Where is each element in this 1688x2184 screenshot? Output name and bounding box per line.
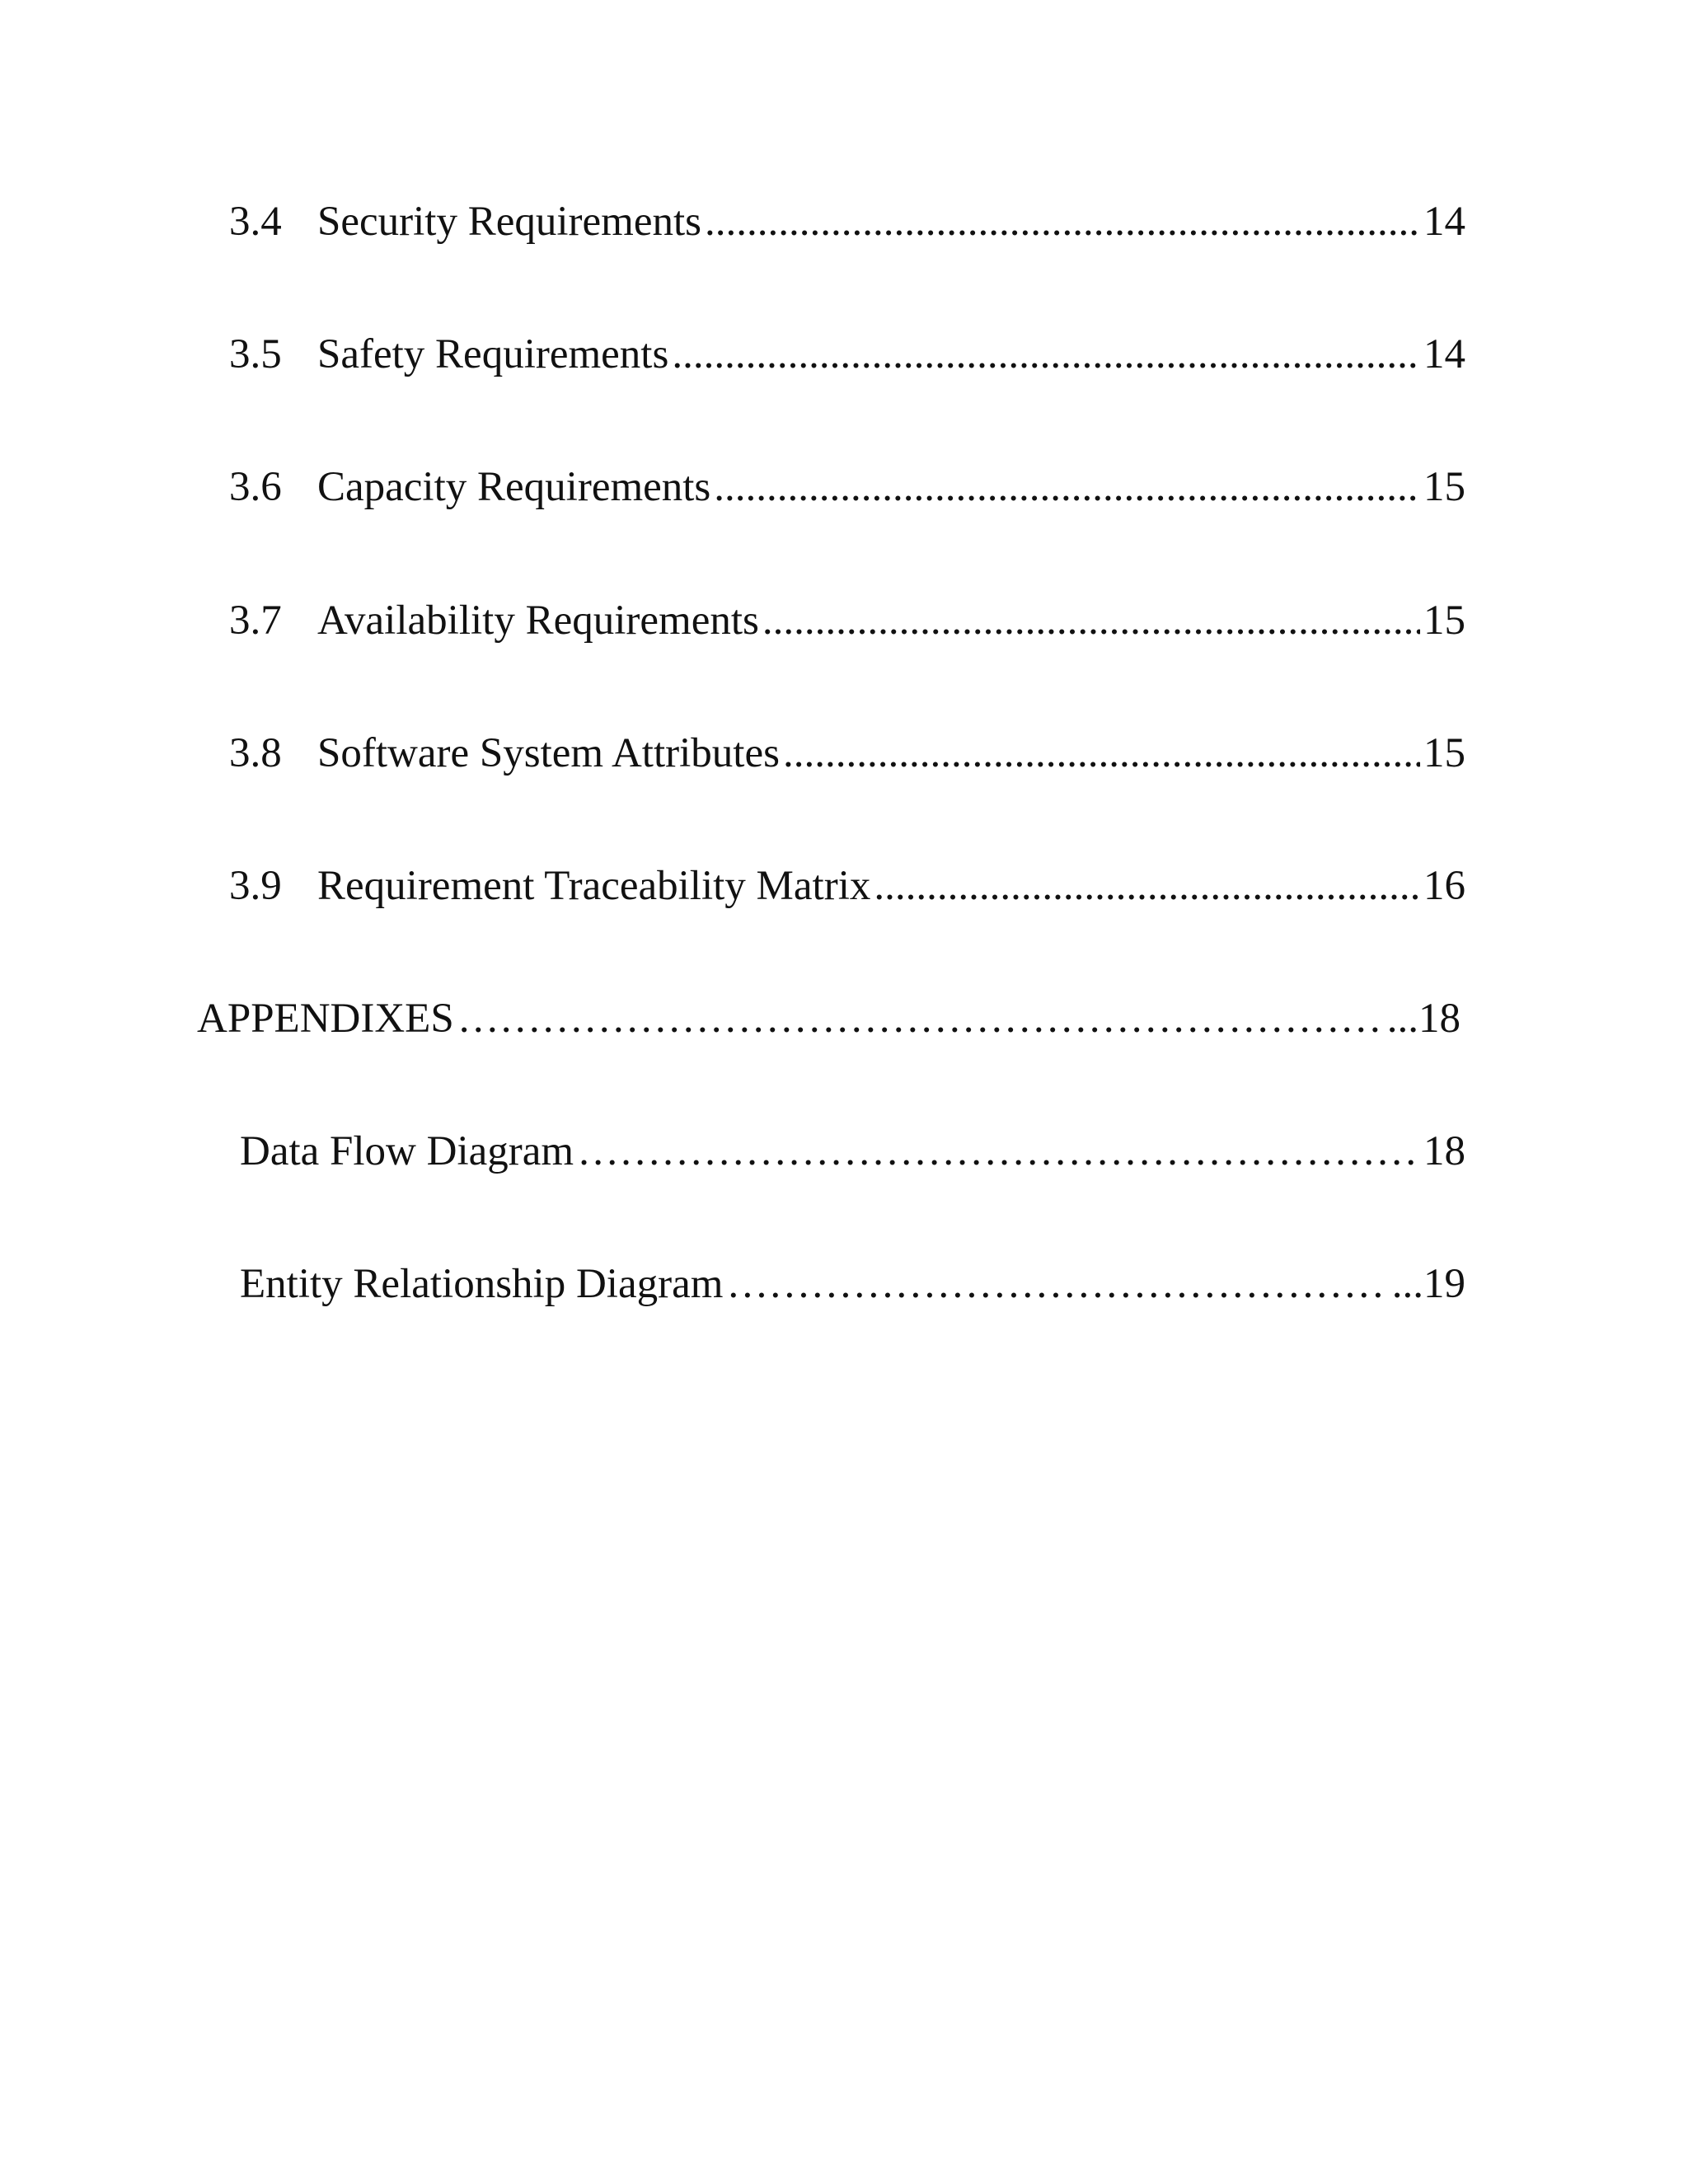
toc-entry-appendixes[interactable]: [197, 986, 1461, 1052]
toc-dot-leader: [577, 1118, 1420, 1184]
toc-dot-leader: [726, 1251, 1388, 1317]
toc-dot-leader: [672, 321, 1420, 387]
toc-entry-page-number: 14: [1423, 331, 1465, 377]
toc-dot-leader: [762, 588, 1420, 654]
toc-entry-title: Availability Requirements: [317, 598, 759, 644]
toc-entry-page-number: 15: [1423, 730, 1465, 776]
toc-entry-number: 3.7: [229, 598, 282, 644]
toc-entry-safety-requirements[interactable]: [229, 321, 1465, 387]
toc-entry-page-number: ...19: [1391, 1261, 1465, 1307]
toc-entry-title: Security Requirements: [317, 199, 701, 245]
toc-entry-number: 3.9: [229, 863, 282, 909]
toc-entry-software-system-attributes[interactable]: [229, 720, 1465, 786]
toc-entry-page-number: 14: [1423, 199, 1465, 245]
toc-entry-requirement-traceability-matrix[interactable]: [229, 853, 1465, 919]
toc-entry-title: Data Flow Diagram: [240, 1128, 574, 1174]
toc-entry-page-number: 15: [1423, 464, 1465, 510]
toc-entry-data-flow-diagram[interactable]: [240, 1118, 1465, 1184]
toc-entry-page-number: 16: [1423, 863, 1465, 909]
toc-entry-title: APPENDIXES: [197, 996, 454, 1042]
toc-entry-page-number: 18: [1423, 1128, 1465, 1174]
toc-dot-leader: [457, 986, 1384, 1052]
toc-dot-leader: [874, 853, 1420, 919]
toc-dot-leader: [714, 454, 1420, 520]
toc-entry-number: 3.5: [229, 331, 282, 377]
toc-dot-leader: [783, 720, 1420, 786]
toc-entry-number: 3.8: [229, 730, 282, 776]
toc-entry-availability-requirements[interactable]: [229, 588, 1465, 654]
toc-entry-number: 3.4: [229, 199, 282, 245]
toc-entry-title: Safety Requirements: [317, 331, 669, 377]
toc-entry-title: Software System Attributes: [317, 730, 780, 776]
toc-entry-entity-relationship-diagram[interactable]: [240, 1251, 1465, 1317]
toc-entry-title: Entity Relationship Diagram: [240, 1261, 724, 1307]
toc-entry-title: Requirement Traceability Matrix: [317, 863, 871, 909]
toc-dot-leader: [705, 189, 1420, 255]
toc-entry-page-number: ...18: [1386, 996, 1461, 1042]
toc-entry-page-number: 15: [1423, 598, 1465, 644]
toc-entry-security-requirements[interactable]: [229, 189, 1465, 255]
toc-entry-title: Capacity Requirements: [317, 464, 711, 510]
toc-entry-capacity-requirements[interactable]: [229, 454, 1465, 520]
toc-entry-number: 3.6: [229, 464, 282, 510]
